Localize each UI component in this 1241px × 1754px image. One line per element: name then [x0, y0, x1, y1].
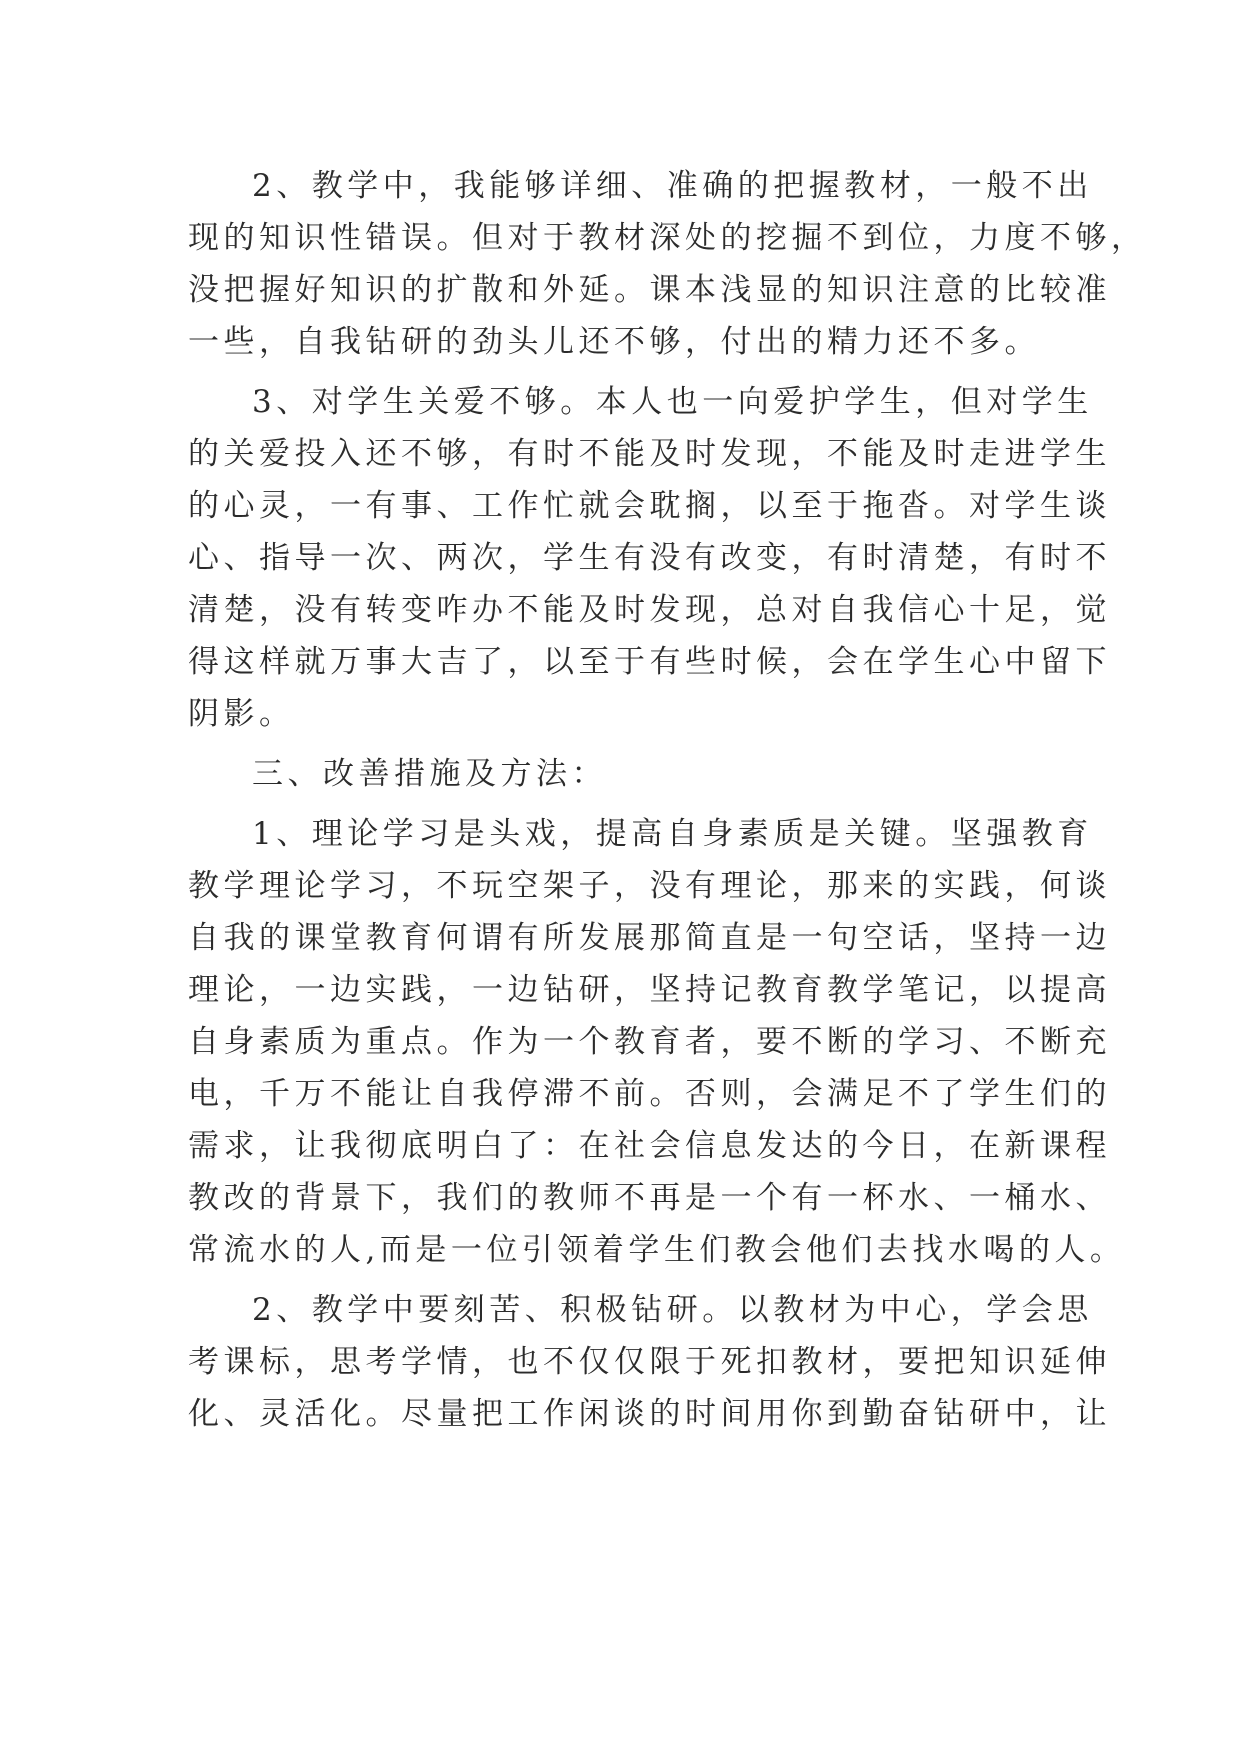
- paragraph-line: 自身素质为重点。作为一个教育者，要不断的学习、不断充: [188, 1024, 1111, 1060]
- paragraph-line: 清楚，没有转变咋办不能及时发现，总对自我信心十足，觉: [188, 592, 1111, 628]
- paragraph-line: 考课标，思考学情，也不仅仅限于死扣教材，要把知识延伸: [188, 1344, 1111, 1380]
- paragraph-line: 化、灵活化。尽量把工作闲谈的时间用你到勤奋钻研中，让: [188, 1396, 1111, 1432]
- paragraph-line: 理论，一边实践，一边钻研，坚持记教育教学笔记，以提高: [188, 972, 1111, 1008]
- paragraph-line: 需求，让我彻底明白了：在社会信息发达的今日，在新课程: [188, 1128, 1111, 1164]
- paragraph-point-2: [188, 160, 1147, 368]
- paragraph-line: 电，千万不能让自我停滞不前。否则，会满足不了学生们的: [188, 1076, 1111, 1112]
- paragraph-measure-2: [188, 1284, 1111, 1440]
- paragraph-line: 教改的背景下，我们的教师不再是一个有一杯水、一桶水、: [188, 1180, 1111, 1216]
- paragraph-line: 教学理论学习，不玩空架子，没有理论，那来的实践，何谈: [188, 868, 1111, 904]
- paragraph-line: 没把握好知识的扩散和外延。课本浅显的知识注意的比较准: [188, 272, 1111, 308]
- paragraph-point-3: [188, 376, 1111, 740]
- paragraph-line: 心、指导一次、两次，学生有没有改变，有时清楚，有时不: [188, 540, 1111, 576]
- paragraph-measure-1: [188, 808, 1126, 1276]
- paragraph-line: 的心灵，一有事、工作忙就会耽搁，以至于拖沓。对学生谈: [188, 488, 1111, 524]
- paragraph-line: 现的知识性错误。但对于教材深处的挖掘不到位，力度不够，: [188, 220, 1147, 256]
- paragraph-line: 2、教学中，我能够详细、准确的把握教材，一般不出: [252, 168, 1093, 204]
- paragraph-line: 1、理论学习是头戏，提高自身素质是关键。坚强教育: [252, 816, 1093, 852]
- paragraph-line: 2、教学中要刻苦、积极钻研。以教材为中心，学会思: [252, 1292, 1093, 1328]
- paragraph-line: 阴影。: [188, 696, 295, 732]
- paragraph-line: 得这样就万事大吉了，以至于有些时候，会在学生心中留下: [188, 644, 1111, 680]
- document-body: [188, 160, 1147, 1440]
- paragraph-line: 一些，自我钻研的劲头儿还不够，付出的精力还不多。: [188, 324, 1040, 360]
- paragraph-line: 常流水的人,而是一位引领着学生们教会他们去找水喝的人。: [188, 1232, 1126, 1268]
- section-heading-text: 三、改善措施及方法：: [252, 756, 607, 792]
- paragraph-line: 的关爱投入还不够，有时不能及时发现，不能及时走进学生: [188, 436, 1111, 472]
- paragraph-line: 自我的课堂教育何谓有所发展那简直是一句空话，坚持一边: [188, 920, 1111, 956]
- paragraph-line: 3、对学生关爱不够。本人也一向爱护学生，但对学生: [252, 384, 1093, 420]
- section-heading-improvement: [188, 748, 1058, 800]
